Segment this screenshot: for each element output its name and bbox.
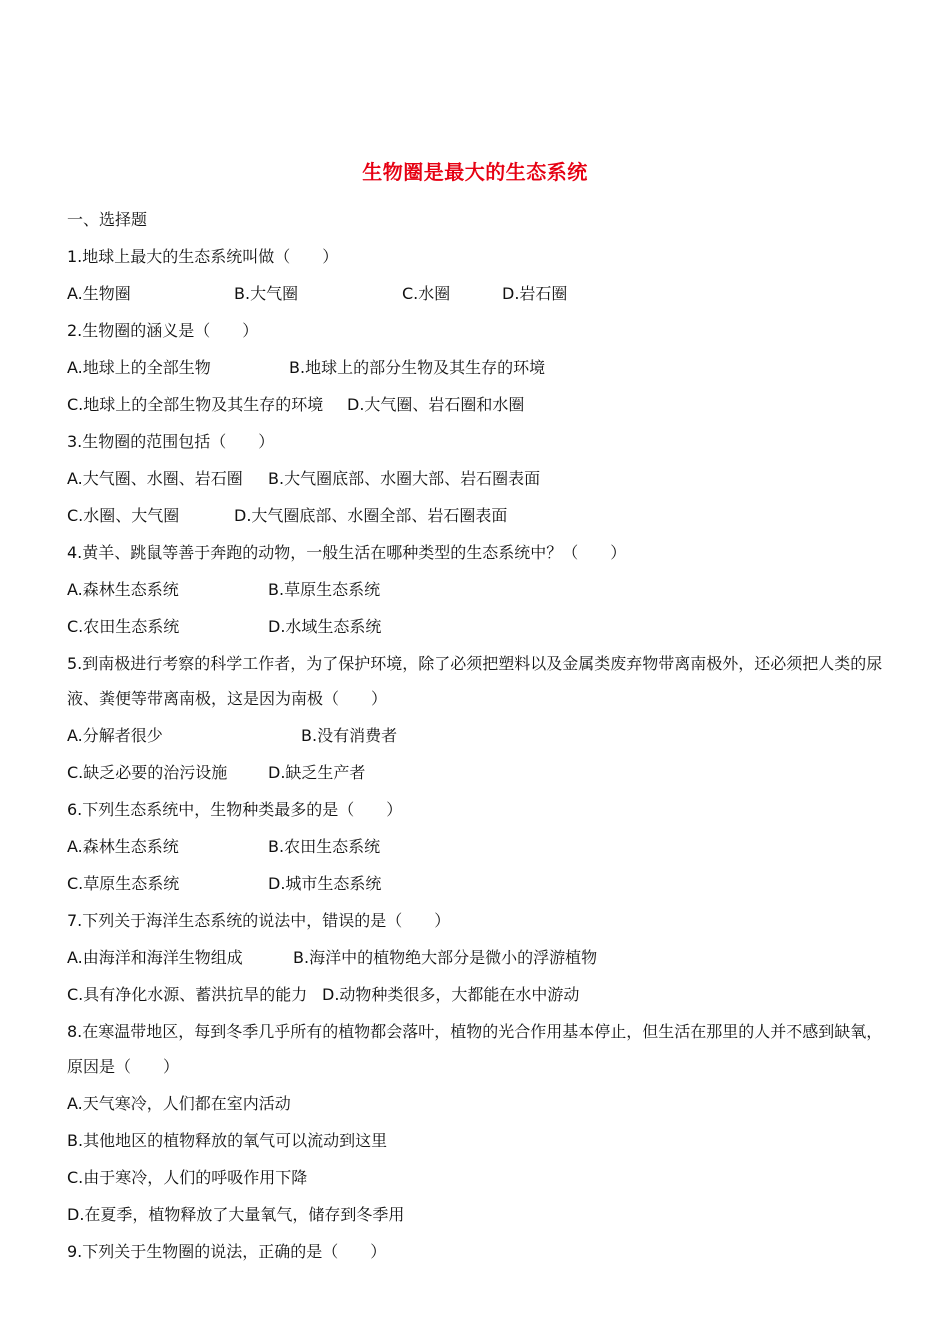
question-5-option-b: B.没有消费者 xyxy=(301,726,398,745)
question-3-stem: 3.生物圈的范围包括（ ） xyxy=(67,432,275,451)
question-6-option-a: A.森林生态系统 xyxy=(67,837,179,856)
question-7-option-c: C.具有净化水源、蓄洪抗旱的能力 xyxy=(67,985,308,1004)
question-4-option-a: A.森林生态系统 xyxy=(67,580,179,599)
question-3-option-d: D.大气圈底部、水圈全部、岩石圈表面 xyxy=(234,506,508,525)
question-6-stem: 6.下列生态系统中，生物种类最多的是（ ） xyxy=(67,800,403,819)
question-8-option-d: D.在夏季，植物释放了大量氧气，储存到冬季用 xyxy=(67,1205,405,1224)
section-heading: 一、选择题 xyxy=(67,210,148,229)
question-5-stem: 5.到南极进行考察的科学工作者，为了保护环境，除了必须把塑料以及金属类废弃物带离南极外，还必须把人类的尿液、粪便等带离南极，这是因为南极（ ） xyxy=(67,654,883,708)
question-3-option-b: B.大气圈底部、水圈大部、岩石圈表面 xyxy=(268,469,541,488)
question-2-option-d: D.大气圈、岩石圈和水圈 xyxy=(347,395,525,414)
question-2-option-a: A.地球上的全部生物 xyxy=(67,358,211,377)
question-1-option-c: C.水圈 xyxy=(402,284,451,303)
question-5-option-d: D.缺乏生产者 xyxy=(268,763,366,782)
question-9-stem: 9.下列关于生物圈的说法，正确的是（ ） xyxy=(67,1242,387,1261)
question-1-option-d: D.岩石圈 xyxy=(502,284,568,303)
question-8-option-b: B.其他地区的植物释放的氧气可以流动到这里 xyxy=(67,1131,388,1150)
question-6-option-c: C.草原生态系统 xyxy=(67,874,180,893)
page-title: 生物圈是最大的生态系统 xyxy=(362,160,588,184)
question-1-option-a: A.生物圈 xyxy=(67,284,131,303)
question-7-option-a: A.由海洋和海洋生物组成 xyxy=(67,948,243,967)
question-4-option-d: D.水域生态系统 xyxy=(268,617,382,636)
question-4-stem: 4.黄羊、跳鼠等善于奔跑的动物，一般生活在哪种类型的生态系统中？（ ） xyxy=(67,543,627,562)
question-7-option-d: D.动物种类很多，大都能在水中游动 xyxy=(322,985,580,1004)
question-4-option-c: C.农田生态系统 xyxy=(67,617,180,636)
question-8-option-a: A.天气寒冷，人们都在室内活动 xyxy=(67,1094,291,1113)
question-5-option-c: C.缺乏必要的治污设施 xyxy=(67,763,228,782)
question-3-option-a: A.大气圈、水圈、岩石圈 xyxy=(67,469,243,488)
question-6-option-b: B.农田生态系统 xyxy=(268,837,381,856)
question-5-option-a: A.分解者很少 xyxy=(67,726,163,745)
question-1-stem: 1.地球上最大的生态系统叫做（ ） xyxy=(67,247,339,266)
question-4-option-b: B.草原生态系统 xyxy=(268,580,381,599)
question-2-option-c: C.地球上的全部生物及其生存的环境 xyxy=(67,395,324,414)
question-3-option-c: C.水圈、大气圈 xyxy=(67,506,180,525)
question-2-option-b: B.地球上的部分生物及其生存的环境 xyxy=(289,358,546,377)
question-2-stem: 2.生物圈的涵义是（ ） xyxy=(67,321,259,340)
question-6-option-d: D.城市生态系统 xyxy=(268,874,382,893)
question-8-option-c: C.由于寒冷，人们的呼吸作用下降 xyxy=(67,1168,308,1187)
question-7-option-b: B.海洋中的植物绝大部分是微小的浮游植物 xyxy=(293,948,598,967)
question-7-stem: 7.下列关于海洋生态系统的说法中，错误的是（ ） xyxy=(67,911,451,930)
question-8-stem: 8.在寒温带地区，每到冬季几乎所有的植物都会落叶，植物的光合作用基本停止，但生活在那里的人并不感到缺氧，原因是（ ） xyxy=(67,1022,883,1076)
question-1-option-b: B.大气圈 xyxy=(234,284,299,303)
